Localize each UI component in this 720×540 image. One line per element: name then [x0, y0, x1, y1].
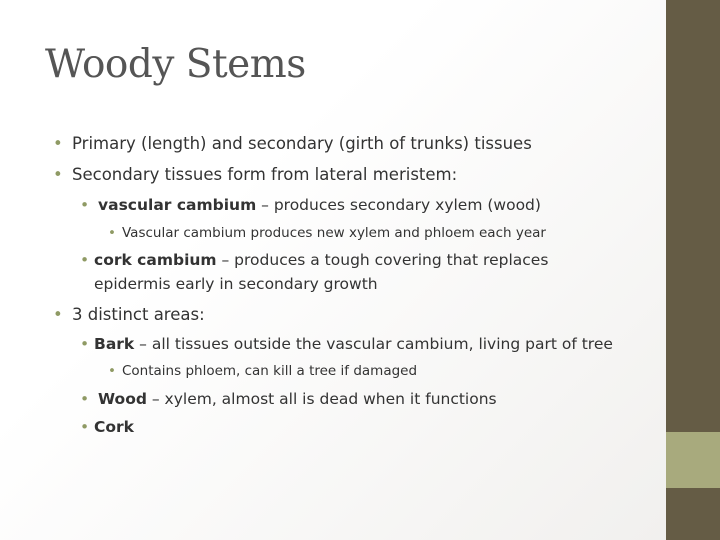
bullet-item [94, 418, 134, 436]
item-text: Vascular cambium produces new xylem and phloem each year [122, 225, 546, 241]
term-wood: Wood [98, 390, 147, 408]
bullet-icon: • [53, 305, 63, 324]
bullet-item [94, 335, 613, 353]
bullet-icon: • [80, 390, 90, 408]
item-text: Secondary tissues form from lateral meristem: [72, 165, 458, 184]
bullet-item [94, 251, 548, 269]
bullet-icon: • [108, 363, 116, 379]
item-text: – produces secondary xylem (wood) [256, 196, 541, 214]
bullet-icon: • [80, 418, 90, 436]
item-text: – all tissues outside the vascular cambium, living part of tree [134, 335, 613, 353]
bullet-icon: • [80, 196, 90, 214]
bullet-item [72, 305, 205, 324]
slide-title: Woody Stems [45, 42, 306, 87]
term-cork: Cork [94, 418, 134, 436]
bullet-item [122, 225, 546, 241]
side-bar-bottom [666, 488, 720, 540]
bullet-item [122, 363, 417, 379]
item-text: Contains phloem, can kill a tree if damaged [122, 363, 418, 379]
item-text: – xylem, almost all is dead when it functions [146, 390, 497, 408]
bullet-item [98, 390, 497, 408]
side-bar-top [666, 0, 720, 432]
bullet-icon: • [80, 251, 90, 269]
bullet-icon: • [53, 134, 63, 153]
bullet-icon: • [80, 335, 90, 353]
item-text: Primary (length) and secondary (girth of trunks) tissues [72, 134, 532, 153]
term-cork-cambium: cork cambium [94, 251, 217, 269]
bullet-icon: • [108, 225, 116, 241]
bullet-item-continuation [94, 275, 378, 293]
item-text: – produces a tough covering that replaces [216, 251, 549, 269]
item-text: epidermis early in secondary growth [94, 275, 378, 293]
bullet-item [72, 134, 532, 153]
bullet-icon: • [53, 165, 63, 184]
bullet-item [72, 165, 457, 184]
item-text: 3 distinct areas: [72, 305, 205, 324]
term-vascular-cambium: vascular cambium [98, 196, 257, 214]
side-bar-accent [666, 432, 720, 488]
term-bark: Bark [94, 335, 135, 353]
bullet-item [98, 196, 541, 214]
